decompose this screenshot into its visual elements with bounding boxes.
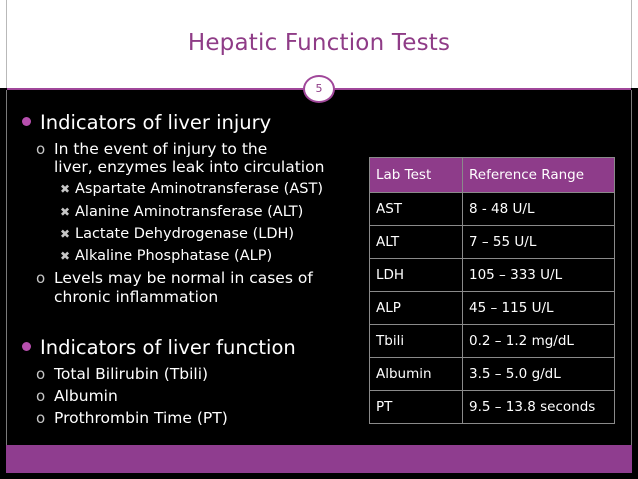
- circle-bullet-icon: o: [36, 409, 46, 427]
- function-item-text: Total Bilirubin (Tbili): [54, 365, 209, 383]
- reference-range-cell: 7 – 55 U/L: [463, 226, 615, 259]
- function-item: [36, 365, 208, 383]
- table-row: [370, 391, 615, 424]
- table-row: [370, 226, 615, 259]
- circle-bullet-icon: o: [36, 387, 46, 405]
- table-row: [370, 292, 615, 325]
- function-item-text: Prothrombin Time (PT): [54, 409, 228, 427]
- sub-bullet-injury-1: [36, 140, 267, 158]
- x-bullet-icon: ✖: [60, 182, 71, 196]
- lab-test-cell: LDH: [370, 259, 463, 292]
- x-bullet-icon: ✖: [60, 249, 71, 263]
- function-item: [36, 409, 228, 427]
- sub-bullet-text: chronic inflammation: [54, 288, 219, 306]
- lab-test-cell: AST: [370, 193, 463, 226]
- bullet-injury-heading: [22, 111, 271, 134]
- sub-bullet-text: Levels may be normal in cases of: [54, 269, 313, 287]
- table-row: [370, 358, 615, 391]
- reference-range-cell: 8 - 48 U/L: [463, 193, 615, 226]
- enzyme-text: Alanine Aminotransferase (ALT): [75, 204, 304, 220]
- x-bullet-icon: ✖: [60, 227, 71, 241]
- column-header-lab-test: Lab Test: [370, 158, 463, 193]
- sub-bullet-text: liver, enzymes leak into circulation: [54, 158, 325, 176]
- lab-test-cell: ALT: [370, 226, 463, 259]
- reference-range-cell: 9.5 – 13.8 seconds: [463, 391, 615, 424]
- table-header-row: [370, 158, 615, 193]
- lab-test-cell: ALP: [370, 292, 463, 325]
- table-row: [370, 259, 615, 292]
- sub-bullet-injury-2: [36, 269, 313, 287]
- body-right-border: [631, 90, 632, 445]
- reference-range-cell: 45 – 115 U/L: [463, 292, 615, 325]
- lab-test-cell: PT: [370, 391, 463, 424]
- table-row: [370, 325, 615, 358]
- sub-bullet-injury-2-cont: [54, 288, 218, 306]
- body-left-border: [6, 90, 7, 445]
- enzyme-item: [60, 248, 272, 264]
- enzyme-text: Alkaline Phosphatase (ALP): [75, 248, 273, 264]
- footer-bar: [6, 445, 632, 473]
- reference-range-cell: 0.2 – 1.2 mg/dL: [463, 325, 615, 358]
- sub-bullet-injury-1-cont: [54, 158, 324, 176]
- function-item-text: Albumin: [54, 387, 118, 405]
- function-item: [36, 387, 118, 405]
- column-header-reference-range: Reference Range: [463, 158, 615, 193]
- circle-bullet-icon: o: [36, 269, 46, 287]
- reference-range-table: [369, 157, 615, 424]
- reference-range-cell: 105 – 333 U/L: [463, 259, 615, 292]
- function-heading-text: Indicators of liver function: [40, 336, 296, 359]
- enzyme-text: Lactate Dehydrogenase (LDH): [75, 226, 295, 242]
- enzyme-item: [60, 181, 323, 197]
- bullet-function-heading: [22, 336, 296, 359]
- injury-heading-text: Indicators of liver injury: [40, 111, 272, 134]
- sub-bullet-text: In the event of injury to the: [54, 140, 268, 158]
- table-row: [370, 193, 615, 226]
- reference-range-cell: 3.5 – 5.0 g/dL: [463, 358, 615, 391]
- circle-bullet-icon: o: [36, 140, 46, 158]
- x-bullet-icon: ✖: [60, 205, 71, 219]
- circle-bullet-icon: o: [36, 365, 46, 383]
- slide-title: Hepatic Function Tests: [187, 30, 451, 56]
- lab-test-cell: Tbili: [370, 325, 463, 358]
- enzyme-item: [60, 226, 294, 242]
- enzyme-item: [60, 204, 303, 220]
- page-number-badge: 5: [303, 75, 335, 103]
- lab-test-cell: Albumin: [370, 358, 463, 391]
- bullet-dot-icon: [22, 342, 31, 351]
- enzyme-text: Aspartate Aminotransferase (AST): [75, 181, 323, 197]
- bullet-dot-icon: [22, 117, 31, 126]
